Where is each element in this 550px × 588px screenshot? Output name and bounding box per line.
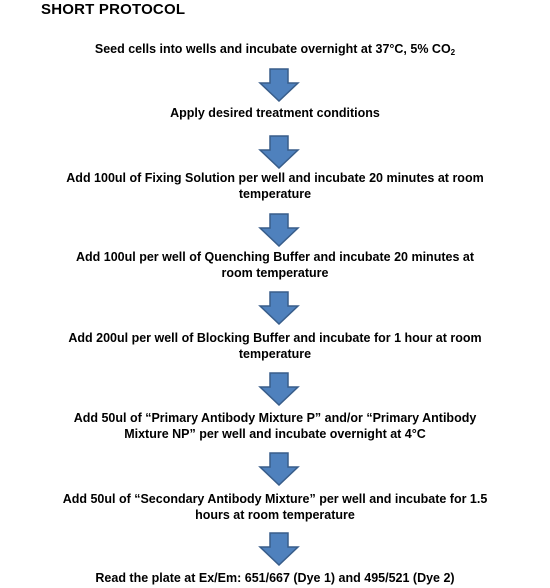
page-title: SHORT PROTOCOL xyxy=(41,1,186,18)
step-2-line-1: Apply desired treatment conditions xyxy=(170,106,380,120)
down-arrow-icon xyxy=(258,452,300,486)
step-1-subscript: 2 xyxy=(450,48,456,57)
step-5-line-1: Add 200ul per well of Blocking Buffer and incubate for 1 hour at room xyxy=(68,331,482,345)
step-7-line-2: hours at room temperature xyxy=(195,508,355,522)
step-3-line-1: Add 100ul of Fixing Solution per well and incubate 20 minutes at room xyxy=(66,171,484,185)
down-arrow-icon xyxy=(258,68,300,102)
step-8-line-1: Read the plate at Ex/Em: 651/667 (Dye 1) and 495/521 (Dye 2) xyxy=(95,571,455,585)
step-5-line-2: temperature xyxy=(238,347,312,361)
protocol-step-3 xyxy=(20,170,530,202)
step-4-line-1: Add 100ul per well of Quenching Buffer and incubate 20 minutes at xyxy=(76,250,474,264)
down-arrow-icon xyxy=(258,532,300,566)
protocol-step-1 xyxy=(20,41,530,57)
down-arrow-icon xyxy=(258,213,300,247)
step-3-line-2: temperature xyxy=(238,187,312,201)
down-arrow-icon xyxy=(258,135,300,169)
step-6-line-1: Add 50ul of “Primary Antibody Mixture P” and/or “Primary Antibody xyxy=(73,411,477,425)
down-arrow-icon xyxy=(258,372,300,406)
step-4-line-2: room temperature xyxy=(221,266,329,280)
step-7-line-1: Add 50ul of “Secondary Antibody Mixture” per well and incubate for 1.5 xyxy=(62,492,488,506)
down-arrow-icon xyxy=(258,291,300,325)
protocol-step-7 xyxy=(20,491,530,523)
protocol-step-8 xyxy=(20,570,530,586)
protocol-step-5 xyxy=(20,330,530,362)
protocol-step-2 xyxy=(20,105,530,121)
step-1-text: Seed cells into wells and incubate overnight at 37°C, 5% CO xyxy=(94,42,451,56)
step-6-line-2: Mixture NP” per well and incubate overnight at 4°C xyxy=(124,427,426,441)
step-1-line xyxy=(20,41,530,57)
protocol-step-4 xyxy=(20,249,530,281)
protocol-step-6 xyxy=(20,410,530,442)
